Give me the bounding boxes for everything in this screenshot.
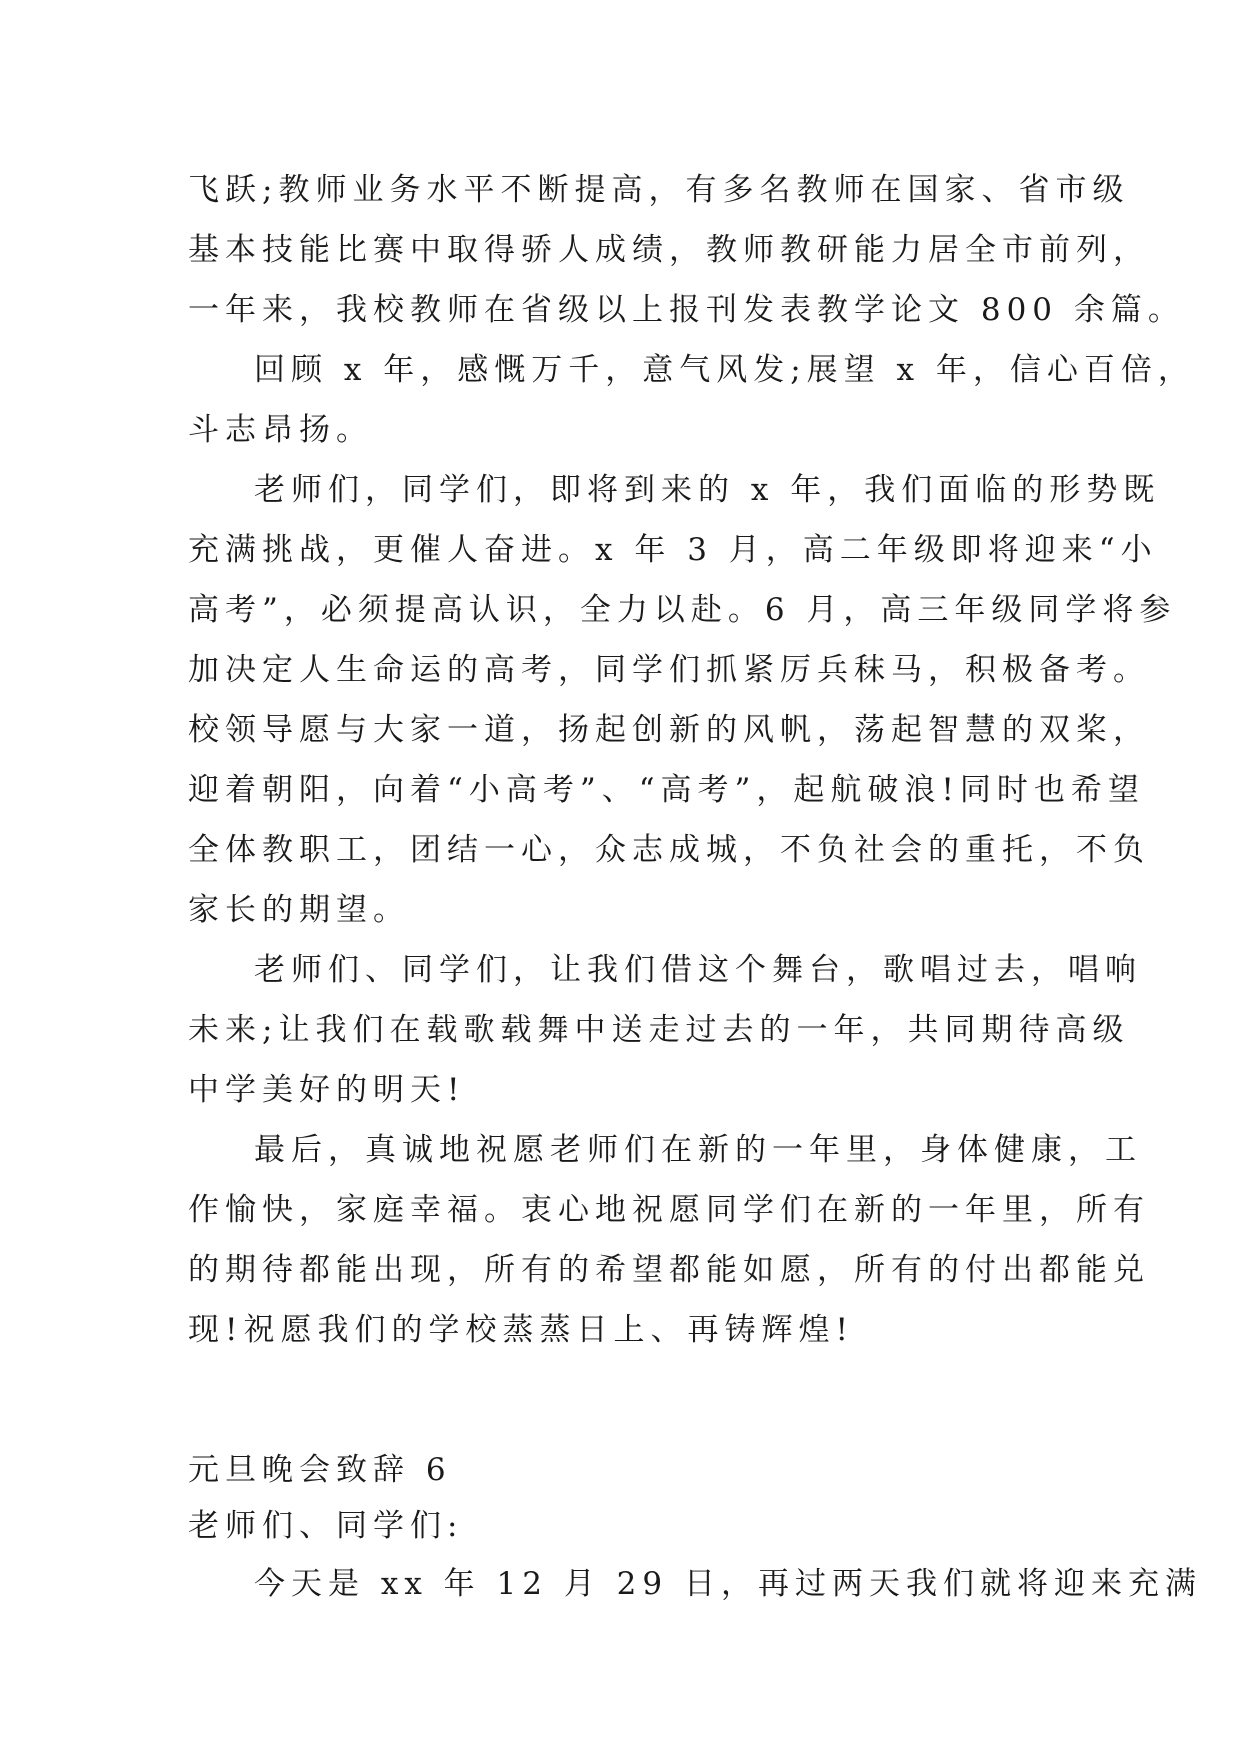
paragraph-2	[188, 340, 1195, 460]
paragraph-line: 加决定人生命运的高考，同学们抓紧厉兵秣马，积极备考。	[188, 652, 1150, 688]
salutation: 老师们、同学们:	[188, 1508, 464, 1544]
paragraph-line: 高考”，必须提高认识，全力以赴。6 月，高三年级同学将参	[188, 592, 1177, 628]
paragraph-5	[188, 1120, 1150, 1360]
paragraph-line: 飞跃;教师业务水平不断提高，有多名教师在国家、省市级	[188, 172, 1130, 208]
paragraph-1	[188, 160, 1185, 340]
paragraph-line: 中学美好的明天!	[188, 1072, 466, 1108]
paragraph-line: 全体教职工，团结一心，众志成城，不负社会的重托，不负	[188, 832, 1150, 868]
paragraph-line: 作愉快，家庭幸福。衷心地祝愿同学们在新的一年里，所有	[188, 1192, 1150, 1228]
paragraph-line: 老师们、同学们，让我们借这个舞台，歌唱过去，唱响	[254, 952, 1142, 988]
paragraph-line: 斗志昂扬。	[188, 412, 373, 448]
paragraph-line: 校领导愿与大家一道，扬起创新的风帆，荡起智慧的双桨，	[188, 712, 1150, 748]
paragraph-line: 的期待都能出现，所有的希望都能如愿，所有的付出都能兑	[188, 1252, 1150, 1288]
paragraph-6	[188, 1554, 1202, 1614]
paragraph-4	[188, 940, 1142, 1120]
paragraph-line: 充满挑战，更催人奋进。x 年 3 月，高二年级即将迎来“小	[188, 532, 1158, 568]
paragraph-line: 家长的期望。	[188, 892, 410, 928]
paragraph-line: 迎着朝阳，向着“小高考”、“高考”，起航破浪!同时也希望	[188, 772, 1145, 808]
paragraph-line: 一年来，我校教师在省级以上报刊发表教学论文 800 余篇。	[188, 292, 1185, 328]
paragraph-line: 基本技能比赛中取得骄人成绩，教师教研能力居全市前列，	[188, 232, 1150, 268]
document-body	[188, 160, 1202, 1614]
paragraph-line: 今天是 xx 年 12 月 29 日，再过两天我们就将迎来充满	[254, 1566, 1202, 1602]
paragraph-line: 回顾 x 年，感慨万千，意气风发;展望 x 年，信心百倍，	[254, 352, 1195, 388]
paragraph-line: 老师们，同学们，即将到来的 x 年，我们面临的形势既	[254, 472, 1161, 508]
paragraph-line: 未来;让我们在载歌载舞中送走过去的一年，共同期待高级	[188, 1012, 1130, 1048]
paragraph-line: 最后，真诚地祝愿老师们在新的一年里，身体健康，工	[254, 1132, 1142, 1168]
paragraph-3	[188, 460, 1177, 940]
section-title: 元旦晚会致辞 6	[188, 1452, 452, 1488]
section-spacer	[188, 1360, 1058, 1442]
paragraph-line: 现!祝愿我们的学校蒸蒸日上、再铸辉煌!	[188, 1312, 854, 1348]
